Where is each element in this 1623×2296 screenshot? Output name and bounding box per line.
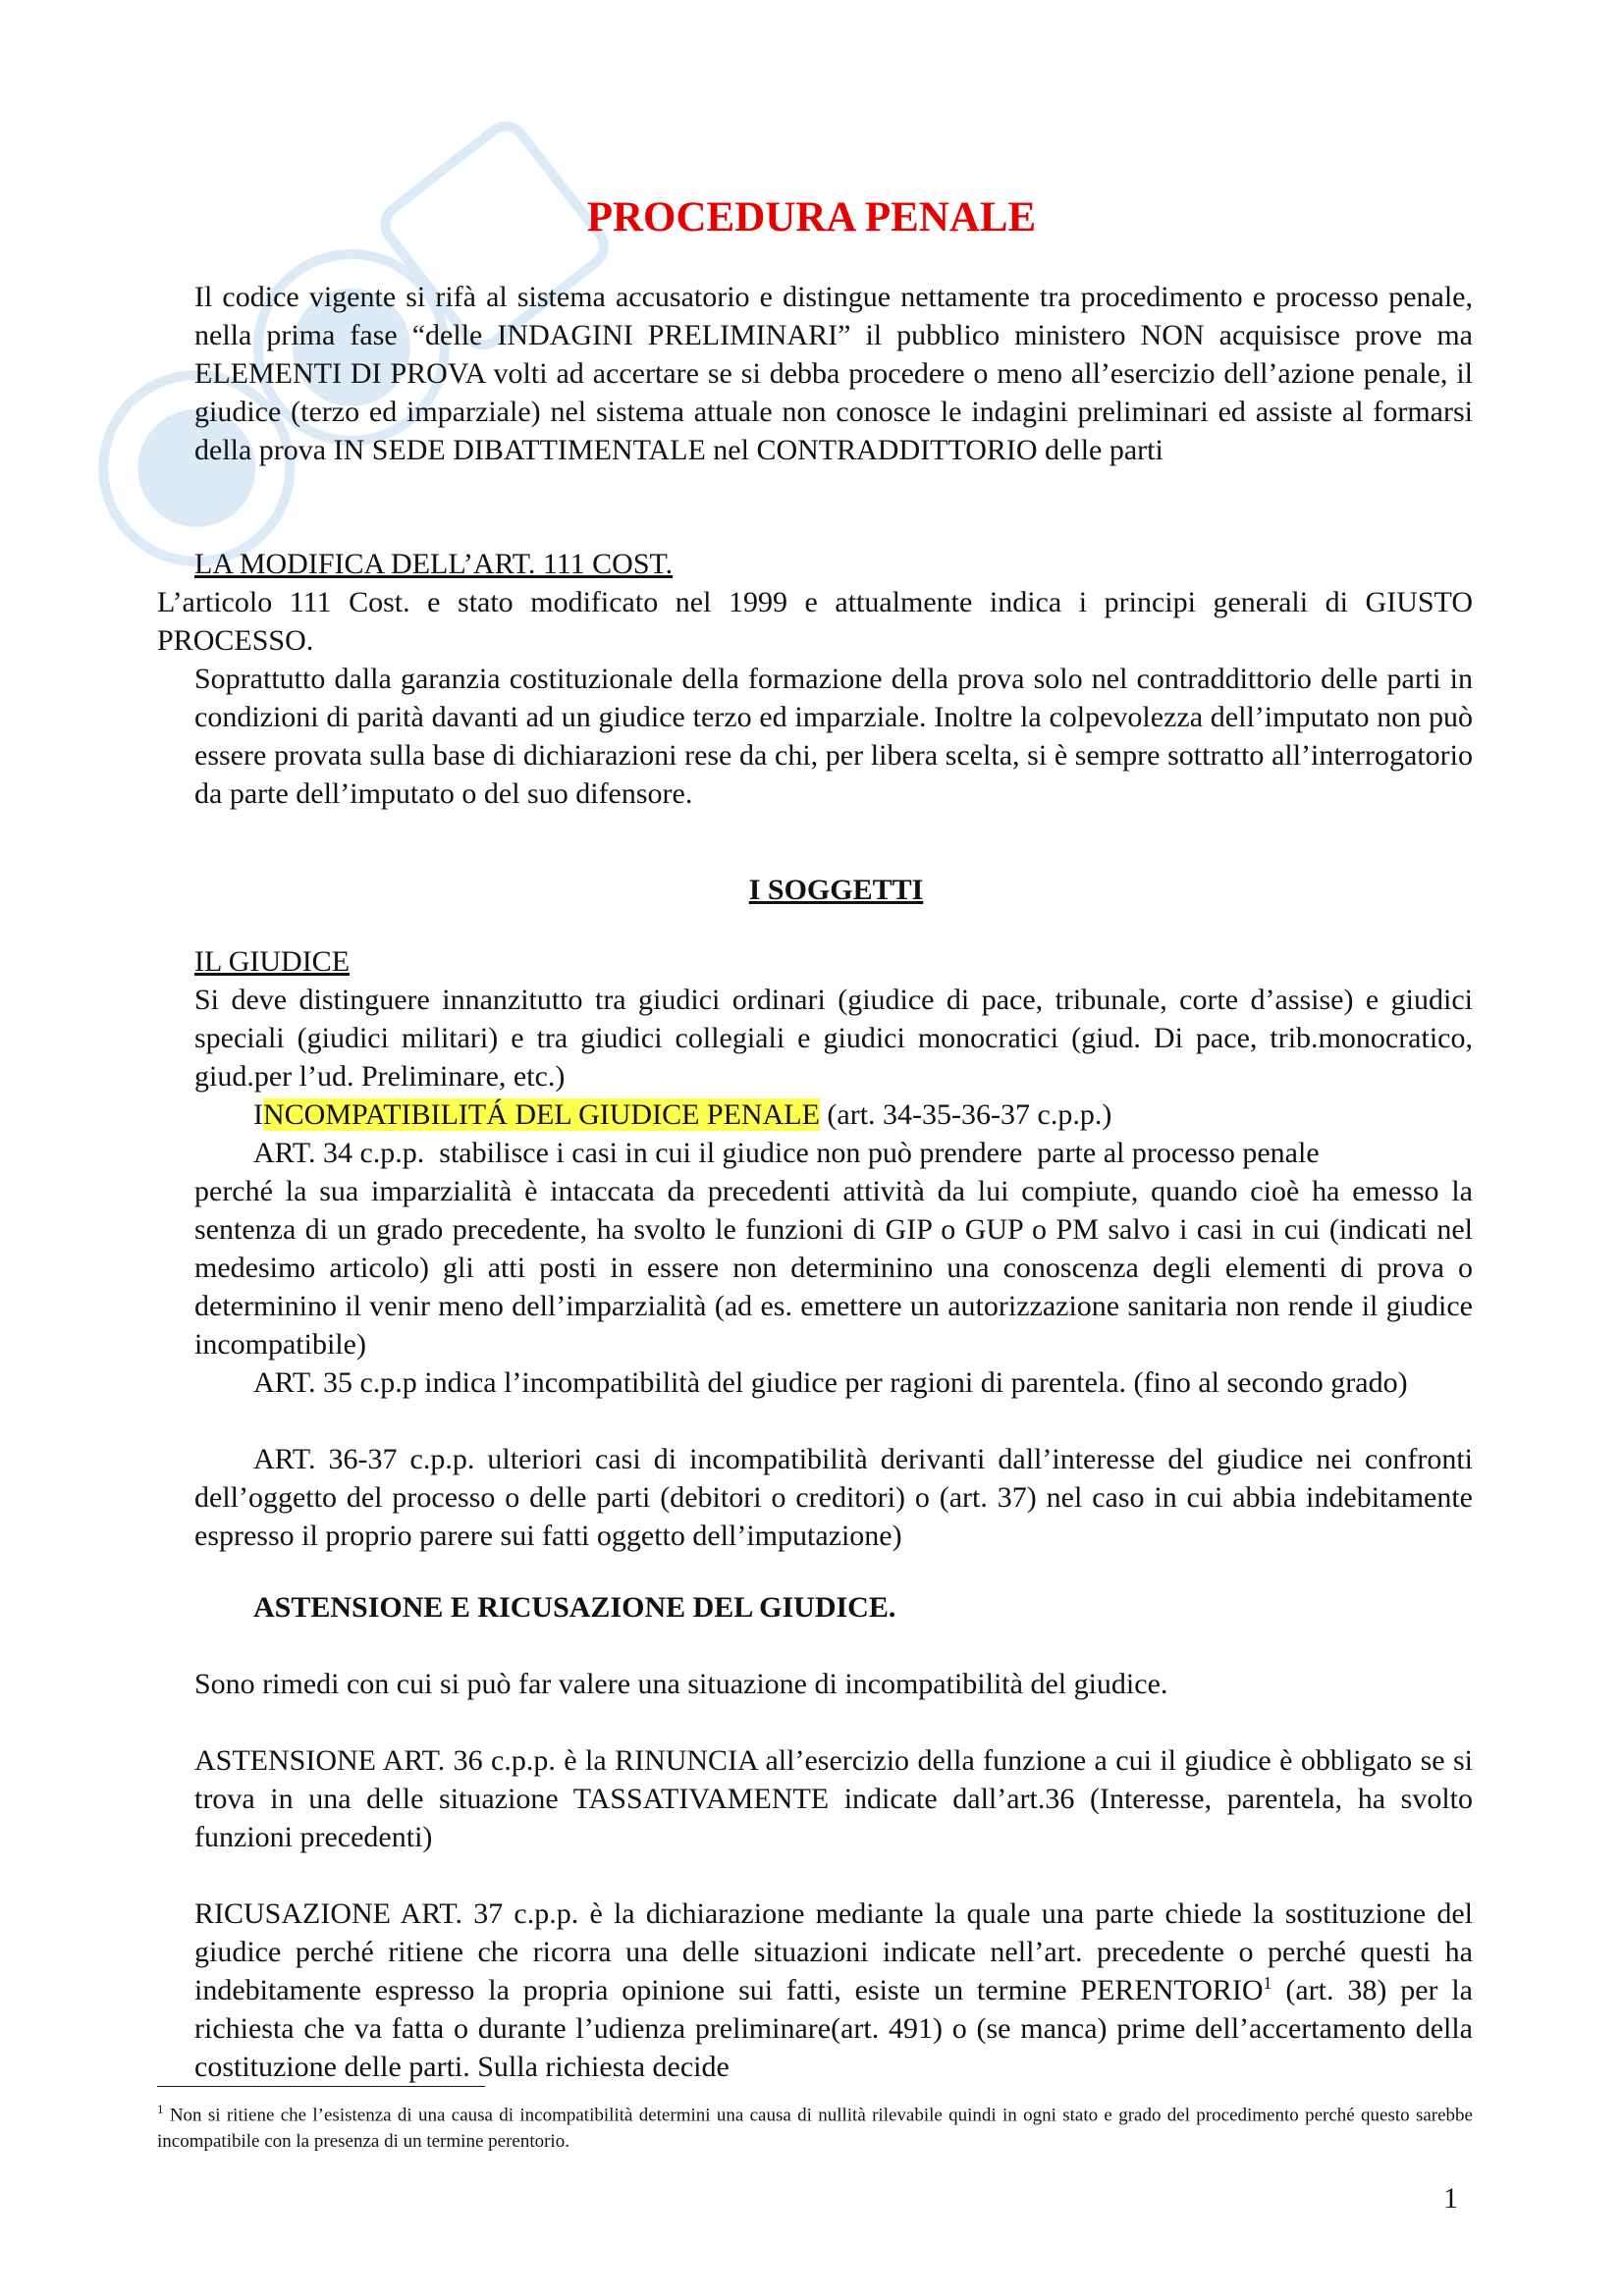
footnote-ref[interactable]: 1 bbox=[1263, 1973, 1272, 1993]
footnote-text: Non si ritiene che l’esistenza di una causa di incompatibilità determini una causa di nullità rilevabile quindi in ogni stato e grado del procedimento perché questo sarebbe incompatibile con la presenza di un termine perentorio. bbox=[157, 2105, 1473, 2153]
astensione-intro: Sono rimedi con cui si può far valere una situazione di incompatibilità del giudice. bbox=[194, 1668, 1168, 1700]
modifica-heading: LA MODIFICA DELL’ART. 111 COST. bbox=[194, 548, 674, 580]
astensione-paragraph: ASTENSIONE ART. 36 c.p.p. è la RINUNCIA all’esercizio della funzione a cui il giudice è obbligato se si trova in una delle situazione TASSATIVAMENTE indicate dall’art.36 (Interesse, parentela, ha svolto funzioni precedenti) bbox=[194, 1744, 1473, 1853]
art34-paragraph: perché la sua imparzialità è intaccata da precedenti attività da lui compiute, quando cioè ha emesso la sentenza di un grado precedente, ha svolto le funzioni di GIP o GUP o PM salvo i casi in cui (indicati nel medesimo articolo) gli atti posti in essere non determinino una conoscenza degli elementi di prova o determinino il venir meno dell’imparzialità (ad es. emettere un autorizzazione sanitaria non rende il giudice incompatibile) bbox=[194, 1175, 1473, 1361]
intro-paragraph: Il codice vigente si rifà al sistema accusatorio e distingue nettamente tra procedimento e processo penale, nella prima fase “delle INDAGINI PRELIMINARI” il pubblico ministero NON acquisisce prove ma ELEMENTI DI PROVA volti ad accertare se si debba procedere o meno all’esercizio dell’azione penale, il giudice (terzo ed imparziale) nel sistema attuale non conosce le indagini preliminari ed assiste al formarsi della prova IN SEDE DIBATTIMENTALE nel CONTRADDITTORIO delle parti bbox=[194, 281, 1473, 466]
art34-lead: ART. 34 c.p.p. stabilisce i casi in cui il giudice non può prendere parte al processo penale bbox=[253, 1137, 1327, 1169]
incompatibilita-lead: I bbox=[253, 1098, 263, 1131]
ricusazione-text-b: (art. 38) per la richiesta che va fatta o durante l’udienza preliminare(art. 491) o (se manca) prime dell’accertamento della costituzione delle parti. Sulla richiesta decide bbox=[194, 1974, 1473, 2083]
giudice-paragraph: Si deve distinguere innanzitutto tra giudici ordinari (giudice di pace, tribunale, corte d’assise) e giudici speciali (giudici militari) e tra giudici collegiali e giudici monocratici (giud. Di pace, trib.monocratico, giud.per l’ud. Preliminare, etc.) bbox=[194, 984, 1473, 1093]
astensione-heading: ASTENSIONE E RICUSAZIONE DEL GIUDICE. bbox=[253, 1591, 896, 1624]
art3637-paragraph: ART. 36-37 c.p.p. ulteriori casi di incompatibilità derivanti dall’interesse del giudice nei confronti dell’oggetto del processo o delle parti (debitori o creditori) o (art. 37) nel caso in cui abbia indebitamente espresso il proprio parere sui fatti oggetto dell’imputazione) bbox=[194, 1443, 1473, 1552]
document-title: PROCEDURA PENALE bbox=[586, 194, 1037, 240]
soggetti-heading: I SOGGETTI bbox=[748, 874, 924, 906]
modifica-paragraph-2: Soprattutto dalla garanzia costituzionale della formazione della prova solo nel contraddittorio delle parti in condizioni di parità davanti ad un giudice terzo ed imparziale. Inoltre la colpevolezza dell’imputato non può essere provata sulla base di dichiarazioni rese da chi, per libera scelta, si è sempre sottratto all’interrogatorio da parte dell’imputato o del suo difensore. bbox=[194, 663, 1473, 810]
incompatibilita-articles: (art. 34-35-36-37 c.p.p.) bbox=[819, 1098, 1112, 1131]
giudice-heading: IL GIUDICE bbox=[194, 945, 351, 978]
modifica-paragraph-1: L’articolo 111 Cost. e stato modificato nel 1999 e attualmente indica i principi generali di GIUSTO PROCESSO. bbox=[157, 586, 1473, 657]
ricusazione-paragraph bbox=[194, 1895, 1473, 2086]
footnote-number: 1 bbox=[157, 2102, 164, 2116]
ricusazione-text-a: RICUSAZIONE ART. 37 c.p.p. è la dichiarazione mediante la quale una parte chiede la sostituzione del giudice perché ritiene che ricorra una delle situazioni indicate nell’art. precedente o perché questi ha indebitamente espresso la propria opinione sui fatti, esiste un termine PERENTORIO bbox=[194, 1897, 1473, 2006]
footnote-divider bbox=[157, 2086, 485, 2087]
footnote bbox=[157, 2096, 1473, 2155]
art35-paragraph: ART. 35 c.p.p indica l’incompatibilità del giudice per ragioni di parentela. (fino al secondo grado) bbox=[253, 1366, 1408, 1399]
page-number: 1 bbox=[1443, 2182, 1458, 2215]
incompatibilita-line bbox=[253, 1095, 1111, 1134]
incompatibilita-highlight: NCOMPATIBILITÁ DEL GIUDICE PENALE bbox=[263, 1098, 820, 1131]
